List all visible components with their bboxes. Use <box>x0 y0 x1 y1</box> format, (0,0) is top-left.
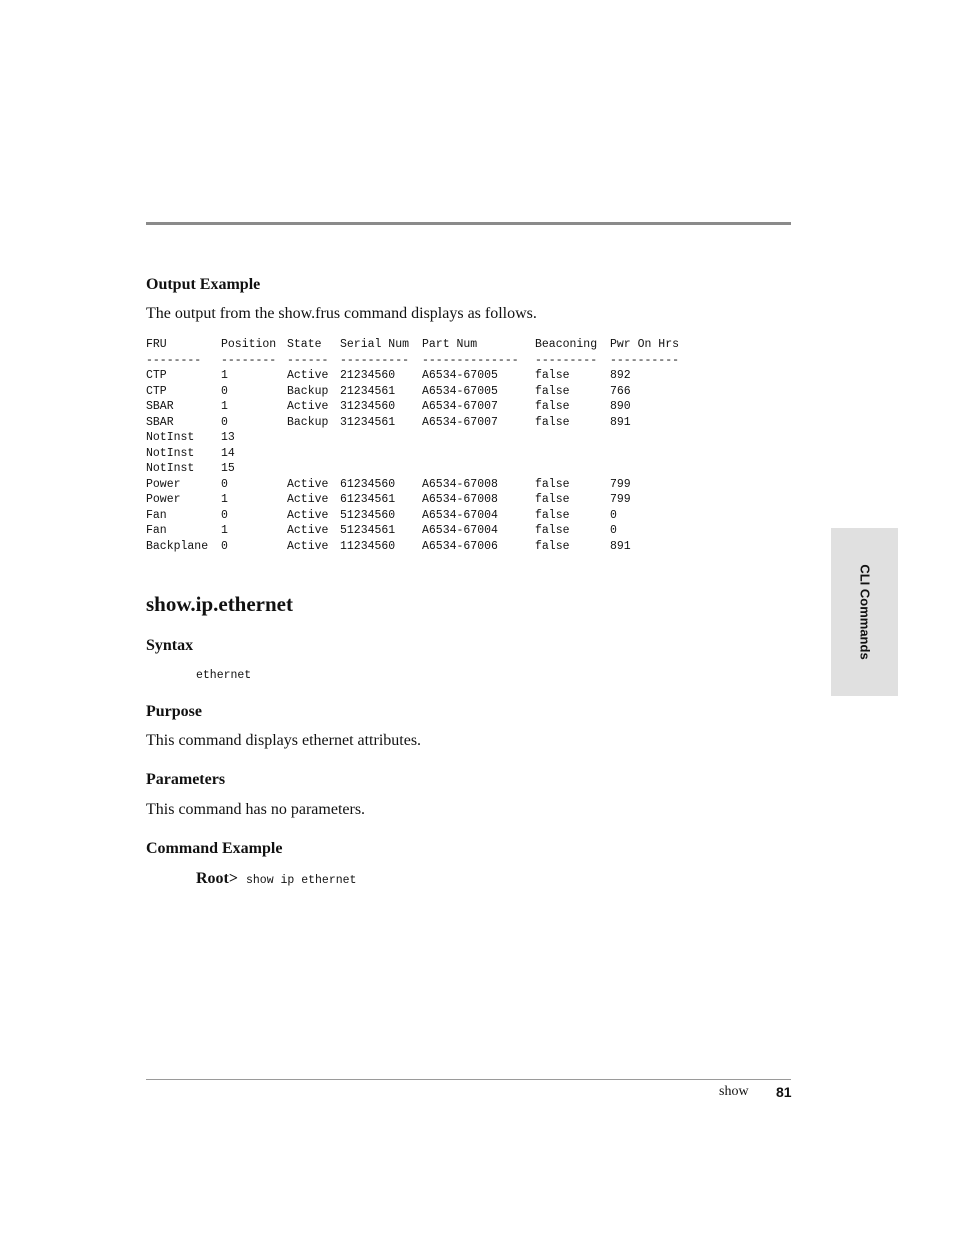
cell-position: 1 <box>221 493 228 506</box>
cell-part-num: A6534-67008 <box>422 477 498 491</box>
cell-beaconing: false <box>535 508 570 522</box>
footer-section-name: show <box>719 1084 749 1099</box>
table-header-serial-num: Serial Num <box>340 338 410 351</box>
cell-serial-num: 61234560 <box>340 477 396 491</box>
cell-serial-num: 51234560 <box>340 508 396 522</box>
cell-fru: Power <box>146 477 181 491</box>
cell-beaconing: false <box>535 400 570 413</box>
cell-position: 14 <box>221 446 235 460</box>
cell-position: 0 <box>221 415 228 429</box>
cell-serial-num: 31234561 <box>340 415 396 429</box>
cell-position: 15 <box>221 462 235 475</box>
table-separator-part-num: -------------- <box>422 353 519 367</box>
cell-fru: Power <box>146 493 181 506</box>
cell-pwr-on-hrs: 0 <box>610 524 617 537</box>
table-header-beaconing: Beaconing <box>535 338 598 351</box>
cell-part-num: A6534-67004 <box>422 508 498 522</box>
table-header-part-num: Part Num <box>422 338 478 351</box>
cell-position: 1 <box>221 524 228 537</box>
cell-serial-num: 11234560 <box>340 539 396 553</box>
cell-beaconing: false <box>535 524 570 537</box>
cell-state: Active <box>287 493 329 506</box>
cell-fru: NotInst <box>146 446 195 460</box>
cell-serial-num: 21234561 <box>340 384 396 398</box>
table-header-pwr-on-hrs: Pwr On Hrs <box>610 338 680 351</box>
table-header-state: State <box>287 338 322 351</box>
cell-fru: SBAR <box>146 415 174 429</box>
cell-part-num: A6534-67007 <box>422 400 498 413</box>
cell-fru: Fan <box>146 524 167 537</box>
cell-fru: NotInst <box>146 462 195 475</box>
cell-serial-num: 51234561 <box>340 524 396 537</box>
cell-fru: Backplane <box>146 539 209 553</box>
cell-fru: CTP <box>146 384 167 398</box>
cell-beaconing: false <box>535 384 570 398</box>
cell-fru: Fan <box>146 508 167 522</box>
table-separator-pwr-on-hrs: ---------- <box>610 353 680 367</box>
cell-pwr-on-hrs: 0 <box>610 508 617 522</box>
cell-state: Active <box>287 524 329 537</box>
table-header-position: Position <box>221 338 277 351</box>
table-header-fru: FRU <box>146 338 167 351</box>
cell-pwr-on-hrs: 766 <box>610 384 631 398</box>
side-tab-label: CLI Commands <box>857 564 872 660</box>
cell-serial-num: 31234560 <box>340 400 396 413</box>
cell-state: Active <box>287 539 329 553</box>
cell-position: 1 <box>221 400 228 413</box>
cell-state: Active <box>287 477 329 491</box>
cell-position: 0 <box>221 384 228 398</box>
cell-beaconing: false <box>535 369 570 382</box>
cell-position: 0 <box>221 508 228 522</box>
parameters-heading: Parameters <box>146 771 226 788</box>
cell-part-num: A6534-67005 <box>422 369 498 382</box>
cell-pwr-on-hrs: 799 <box>610 477 631 491</box>
table-separator-state: ------ <box>287 353 329 367</box>
cell-position: 13 <box>221 431 235 444</box>
syntax-code: ethernet <box>196 669 252 682</box>
cell-pwr-on-hrs: 891 <box>610 539 631 553</box>
parameters-text: This command has no parameters. <box>146 801 366 818</box>
cell-position: 0 <box>221 539 228 553</box>
output-example-heading: Output Example <box>146 276 261 293</box>
cell-part-num: A6534-67008 <box>422 493 498 506</box>
command-prompt: Root> <box>196 870 238 887</box>
output-example-intro: The output from the show.frus command displays as follows. <box>146 305 537 322</box>
footer-rule <box>146 1079 791 1080</box>
table-separator-serial-num: ---------- <box>340 353 410 367</box>
cell-part-num: A6534-67004 <box>422 524 498 537</box>
cell-position: 0 <box>221 477 228 491</box>
cell-fru: SBAR <box>146 400 174 413</box>
cell-state: Backup <box>287 384 329 398</box>
cell-state: Backup <box>287 415 329 429</box>
cell-beaconing: false <box>535 415 570 429</box>
footer-page-number: 81 <box>776 1084 792 1100</box>
purpose-heading: Purpose <box>146 703 202 720</box>
purpose-text: This command displays ethernet attributes. <box>146 732 422 749</box>
cell-position: 1 <box>221 369 228 382</box>
cell-serial-num: 61234561 <box>340 493 396 506</box>
command-title: show.ip.ethernet <box>146 592 293 616</box>
cell-beaconing: false <box>535 539 570 553</box>
cell-state: Active <box>287 508 329 522</box>
command-example <box>196 870 356 888</box>
cell-serial-num: 21234560 <box>340 369 396 382</box>
cell-pwr-on-hrs: 799 <box>610 493 631 506</box>
cell-part-num: A6534-67005 <box>422 384 498 398</box>
cell-pwr-on-hrs: 890 <box>610 400 631 413</box>
cell-state: Active <box>287 400 329 413</box>
command-example-code: show ip ethernet <box>246 874 357 887</box>
cell-part-num: A6534-67006 <box>422 539 498 553</box>
cell-pwr-on-hrs: 891 <box>610 415 631 429</box>
table-separator-fru: -------- <box>146 353 202 367</box>
cell-beaconing: false <box>535 493 570 506</box>
header-rule <box>146 222 791 225</box>
cell-fru: NotInst <box>146 431 195 444</box>
table-separator-position: -------- <box>221 353 277 367</box>
command-example-heading: Command Example <box>146 840 283 857</box>
cell-state: Active <box>287 369 329 382</box>
syntax-heading: Syntax <box>146 637 194 654</box>
table-separator-beaconing: --------- <box>535 353 598 367</box>
cell-part-num: A6534-67007 <box>422 415 498 429</box>
cell-pwr-on-hrs: 892 <box>610 369 631 382</box>
section-side-tab <box>831 528 898 696</box>
cell-fru: CTP <box>146 369 167 382</box>
cell-beaconing: false <box>535 477 570 491</box>
